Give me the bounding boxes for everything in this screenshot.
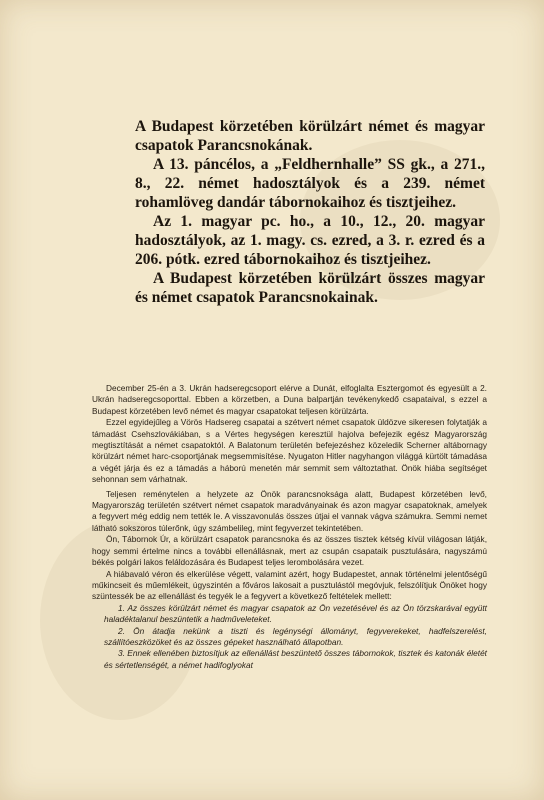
condition-item: 2. Ön átadja nekünk a tiszti és legénységi állományt, fegyverekeket, hadfelszerelést, szállítóeszközöket és az összes gépeket használható állapotban. (104, 625, 487, 647)
body-paragraph: December 25-én a 3. Ukrán hadseregcsoport elérve a Dunát, elfoglalta Esztergomot és egyesült a 2. Ukrán hadseregcsoporttal. Ebben a körzetben, a Duna balpartján tevékenykedő csapataival, s ezzel a Budapest körzetében levő német és magyar csapatokat teljesen körülzárta. (92, 383, 487, 416)
condition-item: 1. Az összes körülzárt német és magyar csapatok az Ön vezetésével és az Ön törzskarával együtt haladéktalanul beszüntetik a hadműveleteket. (104, 602, 487, 625)
leaflet-body (92, 383, 487, 671)
condition-item: 3. Ennek ellenében biztosítjuk az ellenállást beszüntető összes tábornokok, tisztek és katonák életét és sértetlenségét, a német hadifoglyokat (104, 648, 487, 670)
heading-addressee-4: A Budapest körzetében körülzárt összes magyar és német csapatok Parancsnokainak. (135, 270, 485, 306)
heading-addressee-1: A Budapest körzetében körülzárt német és magyar csapatok Parancsnokának. (135, 118, 485, 154)
body-paragraph: Ön, Tábornok Úr, a körülzárt csapatok parancsnoka és az összes tisztek kétség kívül világosan látják, hogy semmi értelme nincs a további ellenállásnak, mert az csupán csapataik pusztulására, nagyszámú békés polgári lakos feláldozására és Budapest teljes lerombolására vezet. (92, 534, 487, 568)
body-paragraph: Teljesen reménytelen a helyzete az Önök parancsnoksága alatt, Budapest körzetében levő, Magyarország területén szétvert német csapatok maradványainak és azon magyar csapatoknak, amelyek a fegyvert még eddig nem tették le. A visszavonulás összes útjai el vannak vágva számukra. Semmi nemet látható sokszoros túlerőnk, úgy számbelileg, mint fegyverzet tekintetében. (92, 488, 487, 533)
heading-addressee-2: A 13. páncélos, a „Feldhernhalle” SS gk., a 271., 8., 22. német hadosztályok és a 239. német rohamlöveg dandár tábornokaihoz és tisztjeihez. (135, 156, 485, 211)
heading-addressee-3: Az 1. magyar pc. ho., a 10., 12., 20. magyar hadosztályok, az 1. magy. cs. ezred, a 3. r. ezred és a 206. pótk. ezred tábornokaihoz és tisztjeihez. (135, 213, 485, 268)
leaflet-heading (135, 117, 485, 307)
body-paragraph: A hiábavaló véron és elkerülése végett, valamint azért, hogy Budapestet, annak történelmi jelentőségű műkincseit és műemlékeit, úgyszintén a főváros lakosait a pusztulástól megóvjuk, felszólítjuk Önöket hogy szüntessék be az ellenállást és tegyék le a fegyvert a következő feltételek mellett: (92, 568, 487, 602)
body-paragraph: Ezzel egyidejűleg a Vörös Hadsereg csapatai a szétvert német csapatok üldözve sikeresen folytatják a támadást Csehszlovákiában, s a Vértes hegységen keresztül hajolva befejezik egész Magyarország megtisztítását a német csapatoktól. A Balatonum területén befejezéshez közeledik Scherner altábornagy körülzárt német harc-csoportjának megsemmisítése. Nyugaton Hitler nagyhangon világgá kürtölt támadása a végét járja és ez a támadás a háború menetén már semmit sem változtathat. Önök hiába segítséget sehonnan sem várhatnak. (92, 417, 487, 485)
